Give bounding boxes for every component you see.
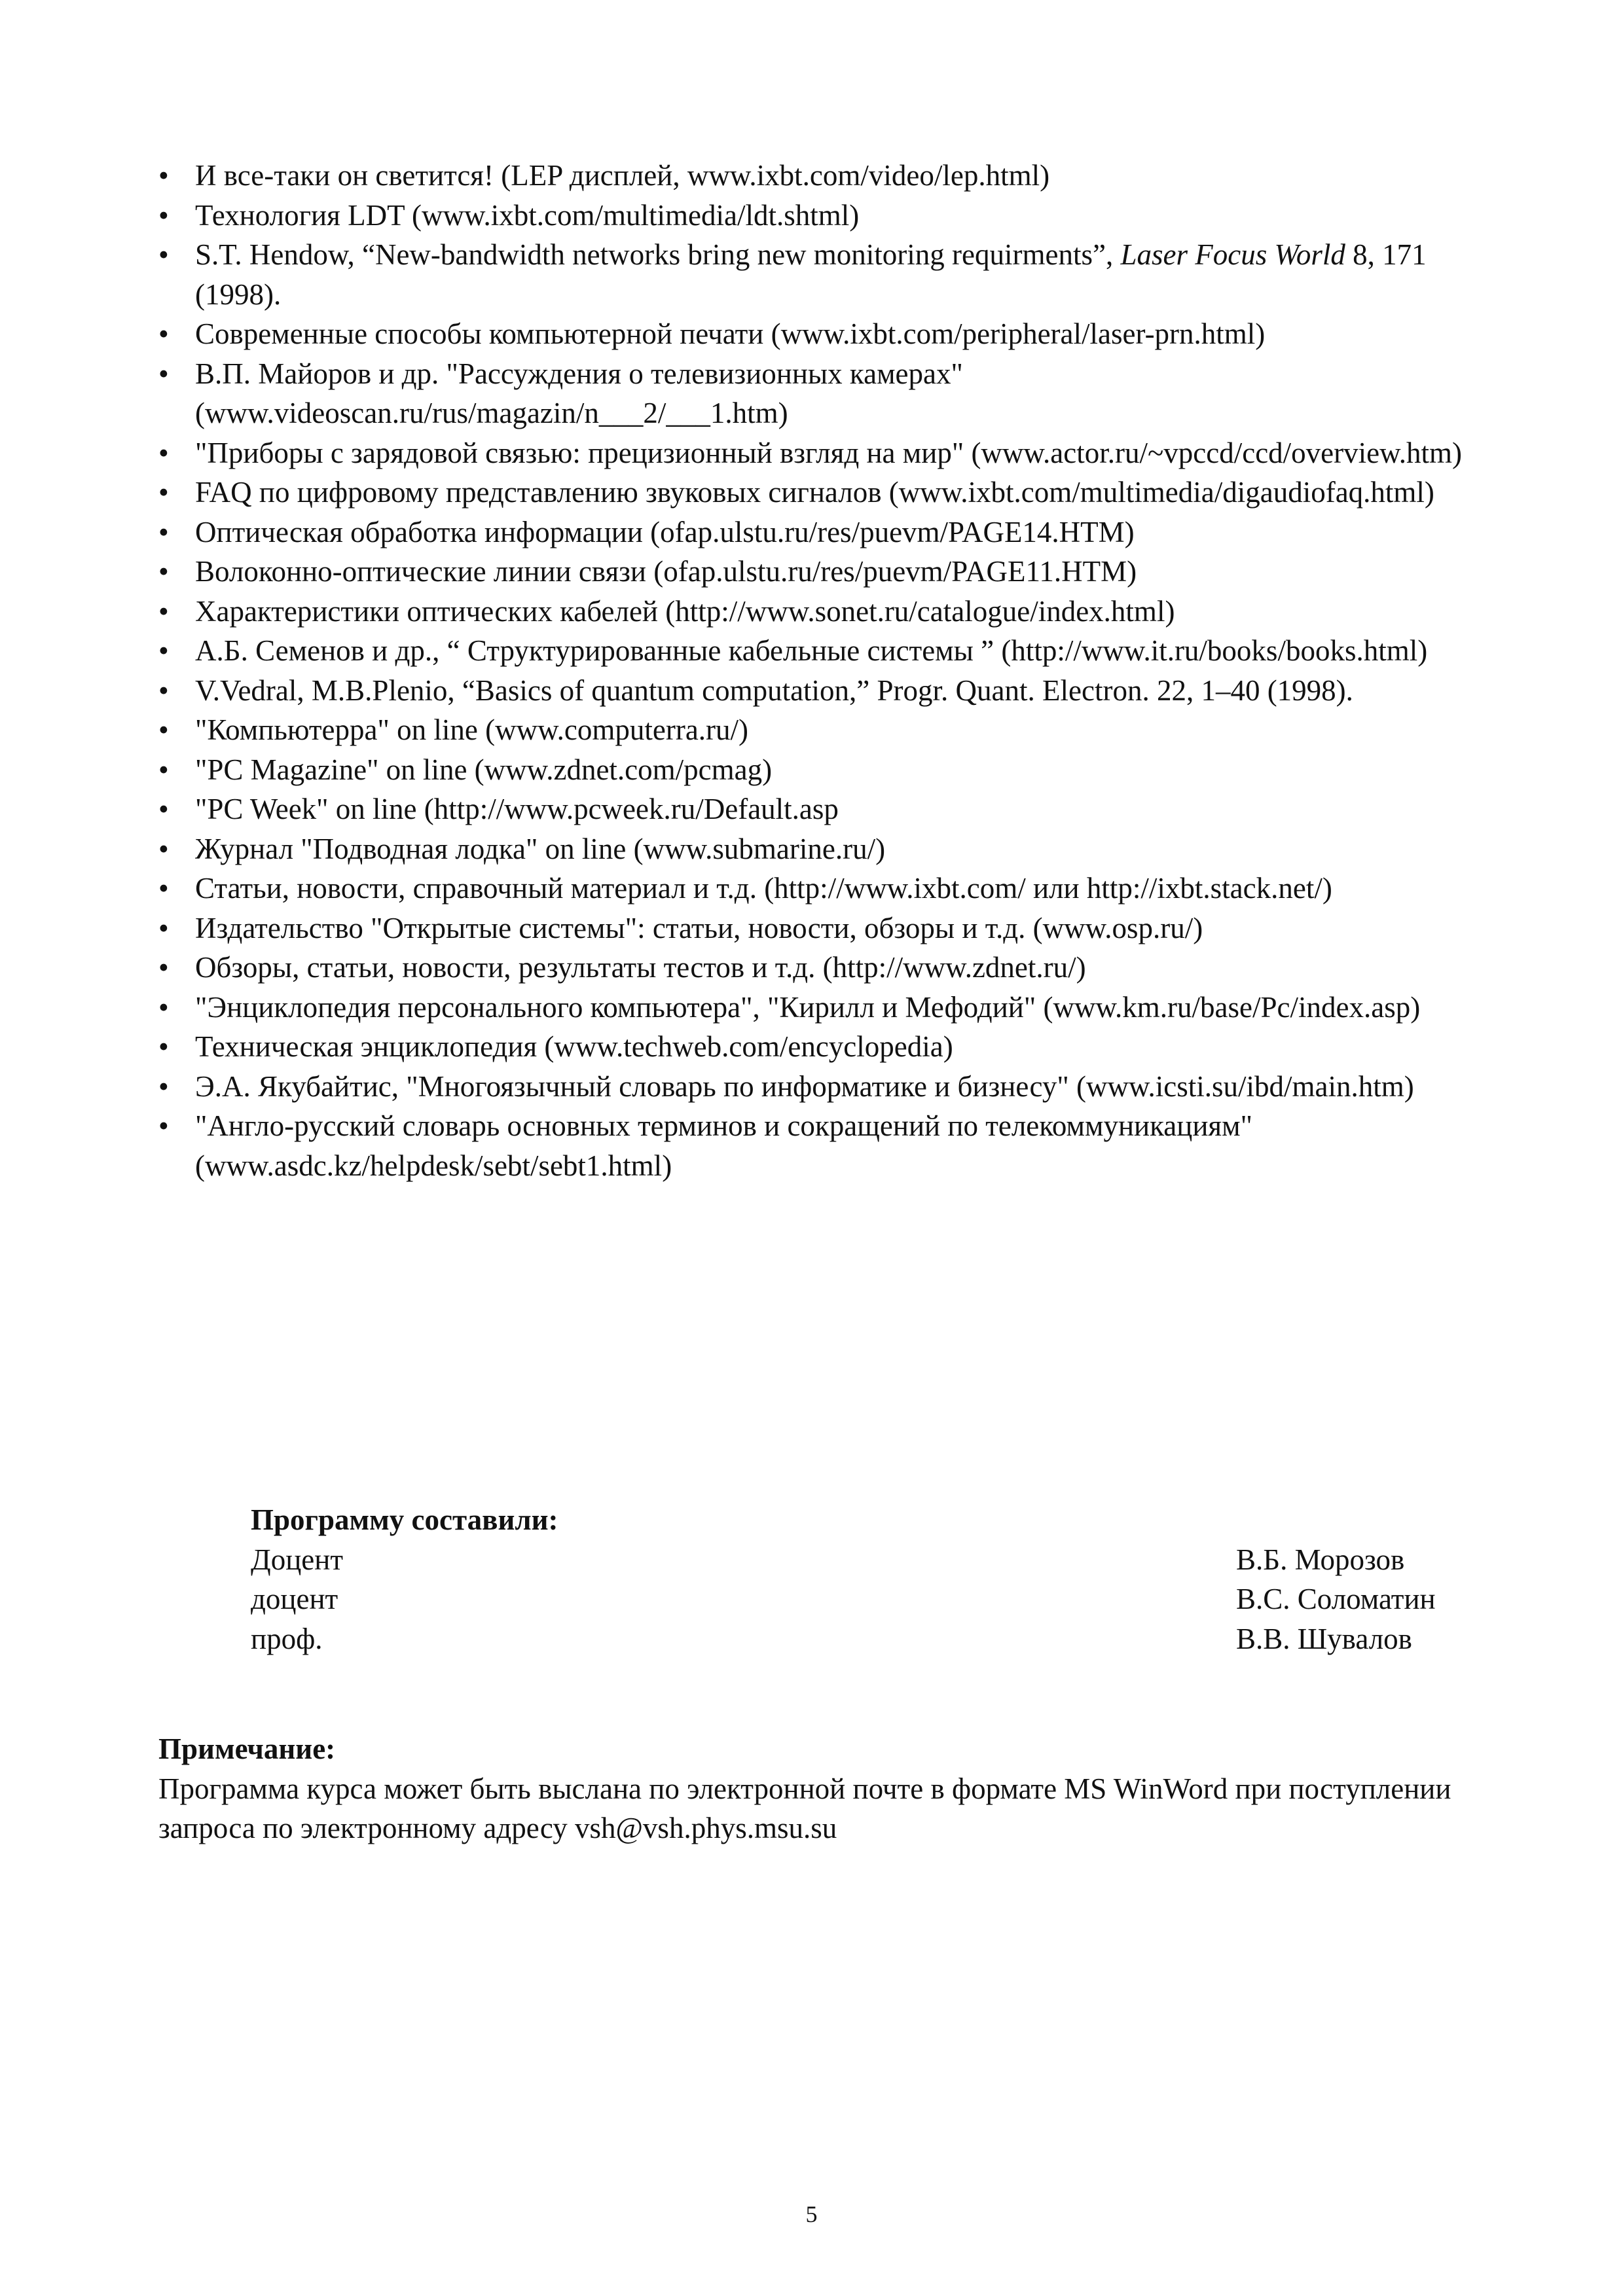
bullet-icon: • — [158, 1069, 169, 1103]
reference-text: FAQ по цифровому представлению звуковых сигналов (www.ixbt.com/multimedia/digaudiofaq.html) — [195, 476, 1434, 509]
reference-text: И все-таки он светится! (LEP дисплей, www.ixbt.com/video/lep.html) — [195, 159, 1050, 192]
reference-item — [158, 314, 1507, 354]
bullet-icon: • — [158, 872, 169, 905]
note-text: Программа курса может быть выслана по электронной почте в формате MS WinWord при поступлении запроса по электронному адресу vsh@vsh.phys.msu.su — [158, 1772, 1451, 1844]
reference-text: S.T. Hendow, “New-bandwidth networks bring new monitoring requirments”, — [195, 238, 1121, 271]
bullet-icon: • — [158, 436, 169, 469]
reference-text: Техническая энциклопедия (www.techweb.com/encyclopedia) — [195, 1030, 953, 1063]
reference-text: "Англо-русский словарь основных терминов и сокращений по телекоммуникациям" (www.asdc.kz/helpdesk/sebt/sebt1.html) — [195, 1109, 1252, 1182]
bullet-icon: • — [158, 515, 169, 548]
reference-text: В.П. Майоров и др. "Рассуждения о телевизионных камерах" (www.videoscan.ru/rus/magazin/n___2/___1.htm) — [195, 357, 963, 429]
author-title: проф. — [251, 1622, 323, 1655]
bullet-icon: • — [158, 793, 169, 825]
reference-item — [158, 473, 1507, 512]
reference-text: "Приборы с зарядовой связью: прецизионный взгляд на мир" (www.actor.ru/~vpccd/ccd/overview.htm) — [195, 436, 1462, 469]
author-title: Доцент — [251, 1543, 343, 1576]
note-heading: Примечание: — [158, 1732, 336, 1765]
author-title: доцент — [251, 1583, 338, 1615]
reference-item — [158, 196, 1507, 236]
reference-text: "PC Magazine" on line (www.zdnet.com/pcmag) — [195, 753, 773, 786]
bullet-icon: • — [158, 753, 169, 786]
reference-journal: Laser Focus World — [1120, 238, 1345, 271]
bullet-icon: • — [158, 594, 169, 628]
bullet-icon: • — [158, 832, 169, 865]
bullet-icon: • — [158, 357, 169, 390]
bullet-icon: • — [158, 634, 169, 667]
reference-item — [158, 235, 1507, 314]
reference-text: Журнал "Подводная лодка" on line (www.submarine.ru/) — [195, 832, 886, 865]
reference-text: "Энциклопедия персонального компьютера", "Кирилл и Мефодий" (www.km.ru/base/Pc/index.asp) — [195, 990, 1421, 1024]
reference-text: V.Vedral, M.B.Plenio, “Basics of quantum computation,” Progr. Quant. Electron. 22, 1–40 (1998). — [195, 673, 1353, 707]
note-section — [158, 1729, 1507, 1848]
reference-item — [158, 710, 1507, 750]
reference-item — [158, 908, 1507, 948]
reference-text: Издательство "Открытые системы": статьи, новости, обзоры и т.д. (www.osp.ru/) — [195, 911, 1203, 944]
reference-text: Статьи, новости, справочный материал и т.д. (http://www.ixbt.com/ или http://ixbt.stack.net/) — [195, 872, 1332, 905]
reference-item — [158, 552, 1507, 592]
reference-item — [158, 1027, 1507, 1067]
bullet-icon: • — [158, 317, 169, 350]
reference-item — [158, 948, 1507, 988]
bullet-icon: • — [158, 1109, 169, 1142]
reference-text: Волоконно-оптические линии связи (ofap.ulstu.ru/res/puevm/PAGE11.HTM) — [195, 555, 1137, 588]
reference-item — [158, 988, 1507, 1028]
author-name: В.Б. Морозов — [1236, 1543, 1405, 1576]
reference-item — [158, 671, 1507, 711]
author-row — [251, 1579, 1482, 1619]
reference-text: Э.А. Якубайтис, "Многоязычный словарь по информатике и бизнесу" (www.icsti.su/ibd/main.htm) — [195, 1069, 1414, 1103]
author-row — [251, 1619, 1482, 1659]
reference-text: "PC Week" on line (http://www.pcweek.ru/Default.asp — [195, 793, 839, 825]
reference-text: Обзоры, статьи, новости, результаты тестов и т.д. (http://www.zdnet.ru/) — [195, 951, 1086, 984]
author-name: В.С. Соломатин — [1236, 1583, 1436, 1615]
bullet-icon: • — [158, 555, 169, 588]
bullet-icon: • — [158, 476, 169, 509]
reference-text: А.Б. Семенов и др., “ Структурированные кабельные системы ” (http://www.it.ru/books/books.html) — [195, 634, 1428, 667]
page-number: 5 — [805, 2201, 818, 2227]
reference-text-tail: 8, 171 (1998). — [195, 238, 1427, 311]
reference-text: Оптическая обработка информации (ofap.ulstu.ru/res/puevm/PAGE14.HTM) — [195, 515, 1135, 548]
reference-item — [158, 829, 1507, 869]
bullet-icon: • — [158, 198, 169, 232]
bullet-icon: • — [158, 1030, 169, 1063]
reference-item — [158, 354, 1507, 433]
bullet-icon: • — [158, 713, 169, 746]
authors-section — [251, 1500, 1482, 1659]
reference-text: Характеристики оптических кабелей (http://www.sonet.ru/catalogue/index.html) — [195, 594, 1175, 628]
authors-heading: Программу составили: — [251, 1503, 558, 1536]
reference-item — [158, 750, 1507, 790]
bullet-icon: • — [158, 911, 169, 944]
bullet-icon: • — [158, 990, 169, 1024]
reference-item — [158, 789, 1507, 829]
author-row — [251, 1540, 1482, 1580]
reference-item — [158, 869, 1507, 908]
bullet-icon: • — [158, 673, 169, 707]
reference-item — [158, 512, 1507, 552]
reference-text: Современные способы компьютерной печати (www.ixbt.com/peripheral/laser-prn.html) — [195, 317, 1266, 350]
reference-text: Технология LDT (www.ixbt.com/multimedia/ldt.shtml) — [195, 198, 860, 232]
author-name: В.В. Шувалов — [1236, 1622, 1412, 1655]
reference-text: "Компьютерра" on line (www.computerra.ru/) — [195, 713, 749, 746]
bullet-icon: • — [158, 238, 169, 271]
reference-item — [158, 1106, 1507, 1185]
reference-item — [158, 592, 1507, 632]
bullet-icon: • — [158, 951, 169, 984]
reference-item — [158, 433, 1507, 473]
reference-item — [158, 156, 1507, 196]
bullet-icon: • — [158, 159, 169, 192]
reference-item — [158, 1067, 1507, 1107]
references-list — [158, 156, 1507, 1185]
reference-item — [158, 631, 1507, 671]
